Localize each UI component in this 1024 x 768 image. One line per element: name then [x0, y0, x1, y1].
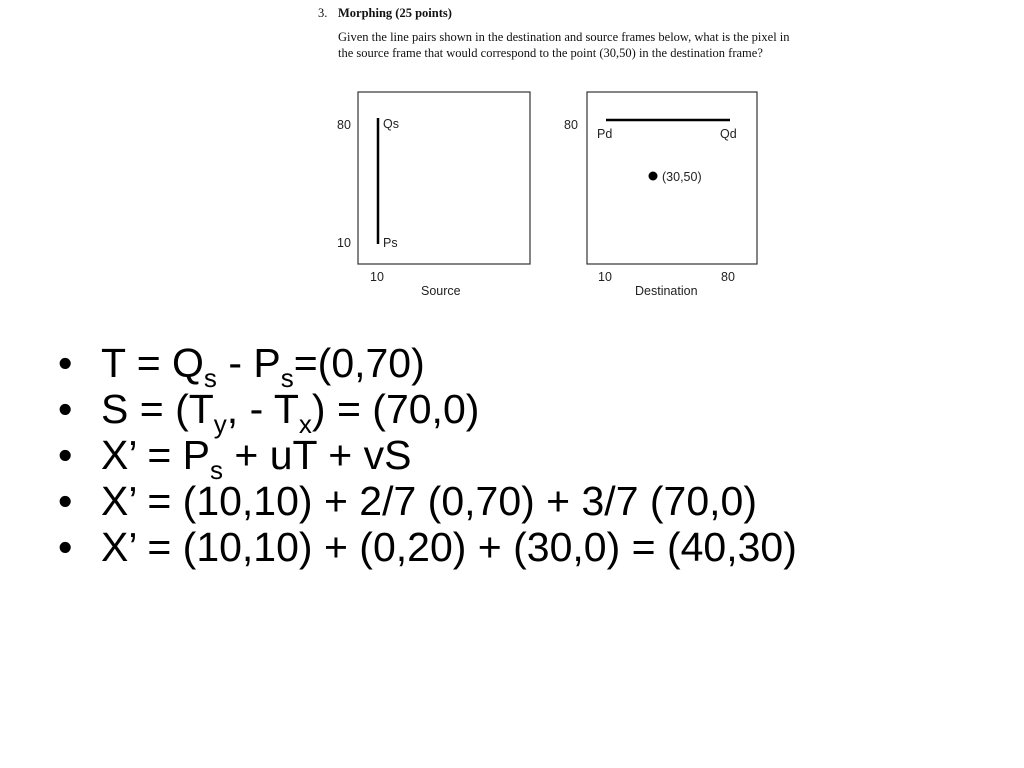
bullet-dot: •	[58, 340, 73, 386]
question-number: 3.	[318, 6, 328, 20]
bullet-text: , - T	[226, 386, 299, 432]
destination-x-right-label: 80	[721, 270, 735, 284]
bullet-text: S = (T	[101, 386, 214, 432]
question-text: Given the line pairs shown in the destination and source frames below, what is the pixel in the source frame that would correspond to the point (30,50) in the destination frame?	[338, 30, 790, 60]
source-caption: Source	[421, 284, 461, 298]
destination-point	[649, 172, 658, 181]
subscript: s	[210, 455, 224, 485]
destination-q-label: Qd	[720, 127, 737, 141]
bullet-text: =(0,70)	[293, 340, 425, 386]
solution-bullets	[58, 340, 797, 570]
subscript: x	[298, 409, 312, 439]
bullet-dot: •	[58, 432, 73, 478]
bullet-text: X’ = P	[101, 432, 211, 478]
source-y-bottom-label: 10	[337, 236, 351, 250]
bullet-text: - P	[216, 340, 281, 386]
source-frame	[337, 92, 530, 298]
destination-x-left-label: 10	[598, 270, 612, 284]
bullet-x-formula	[58, 432, 797, 485]
bullet-text: + uT + vS	[223, 432, 412, 478]
source-q-label: Qs	[383, 117, 399, 131]
bullet-dot: •	[58, 478, 73, 524]
source-y-top-label: 80	[337, 118, 351, 132]
source-x-left-label: 10	[370, 270, 384, 284]
bullet-dot: •	[58, 386, 73, 432]
destination-caption: Destination	[635, 284, 698, 298]
destination-p-label: Pd	[597, 127, 613, 141]
bullet-s	[58, 386, 797, 439]
source-p-label: Ps	[383, 236, 398, 250]
bullet-x-substitution	[58, 478, 797, 524]
subscript: s	[280, 363, 294, 393]
bullet-x-result	[58, 524, 797, 570]
destination-frame	[564, 92, 757, 298]
question-title: Morphing (25 points)	[338, 6, 452, 20]
bullet-t	[58, 340, 797, 393]
bullet-text: T = Q	[101, 340, 204, 386]
bullet-text: ) = (70,0)	[311, 386, 480, 432]
bullet-text: X’ = (10,10) + (0,20) + (30,0) = (40,30)	[101, 524, 797, 570]
bullet-dot: •	[58, 524, 73, 570]
destination-y-top-label: 80	[564, 118, 578, 132]
subscript: y	[213, 409, 227, 439]
bullet-text: X’ = (10,10) + 2/7 (0,70) + 3/7 (70,0)	[101, 478, 757, 524]
destination-point-label: (30,50)	[662, 170, 702, 184]
morphing-figure	[320, 85, 780, 305]
subscript: s	[203, 363, 217, 393]
